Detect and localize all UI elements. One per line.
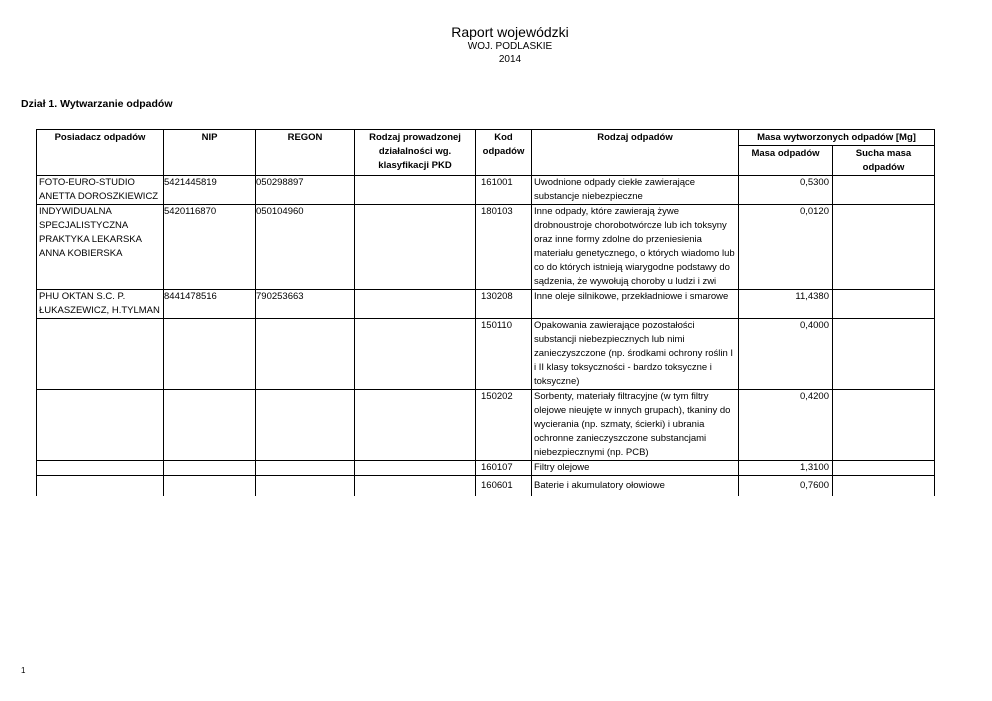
cell-activity: [355, 205, 476, 290]
cell-code: 160601: [476, 476, 532, 497]
cell-activity: [355, 390, 476, 461]
cell-regon: [256, 476, 355, 497]
cell-code: 161001: [476, 176, 532, 205]
report-region: WOJ. PODLASKIE: [467, 41, 553, 52]
cell-holder: INDYWIDUALNA SPECJALISTYCZNA PRAKTYKA LEKARSKA ANNA KOBIERSKA: [37, 205, 164, 290]
cell-waste-type: Baterie i akumulatory ołowiowe: [532, 476, 739, 497]
cell-nip: [164, 461, 256, 476]
cell-mass: 0,0120: [739, 205, 833, 290]
cell-dry-mass: [833, 461, 935, 476]
header-code: Kod odpadów: [476, 130, 532, 176]
cell-mass: 0,7600: [739, 476, 833, 497]
cell-waste-type: Inne oleje silnikowe, przekładniowe i smarowe: [532, 290, 739, 319]
table-row: [37, 319, 935, 390]
report-year: 2014: [498, 54, 522, 65]
header-nip: NIP: [164, 130, 256, 176]
cell-waste-type: Inne odpady, które zawierają żywe drobnoustroje chorobotwórcze lub ich toksyny oraz inne formy zdolne do przeniesienia materiału genetycznego, o których wiadomo lub co do których istnieją wiarygodne podstawy do sądzenia, że wywołują choroby u ludzi i zwi: [532, 205, 739, 290]
cell-activity: [355, 176, 476, 205]
cell-activity: [355, 319, 476, 390]
cell-mass: 0,5300: [739, 176, 833, 205]
cell-holder: [37, 461, 164, 476]
cell-nip: 5421445819: [164, 176, 256, 205]
header-waste-type: Rodzaj odpadów: [532, 130, 739, 176]
header-regon: REGON: [256, 130, 355, 176]
cell-activity: [355, 461, 476, 476]
table-row: [37, 476, 935, 497]
cell-nip: 8441478516: [164, 290, 256, 319]
cell-code: 150110: [476, 319, 532, 390]
cell-mass: 0,4000: [739, 319, 833, 390]
waste-table: [36, 129, 935, 496]
page-number: 1: [21, 666, 26, 675]
cell-dry-mass: [833, 290, 935, 319]
cell-holder: FOTO-EURO-STUDIO ANETTA DOROSZKIEWICZ: [37, 176, 164, 205]
cell-mass: 11,4380: [739, 290, 833, 319]
cell-waste-type: Filtry olejowe: [532, 461, 739, 476]
cell-mass: 1,3100: [739, 461, 833, 476]
table-row: [37, 461, 935, 476]
table-row: [37, 290, 935, 319]
cell-regon: [256, 390, 355, 461]
cell-holder: [37, 476, 164, 497]
cell-regon: 050298897: [256, 176, 355, 205]
cell-waste-type: Opakowania zawierające pozostałości substancji niebezpiecznych lub nimi zanieczyszczone (np. środkami ochrony roślin I i II klasy toksyczności - bardzo toksyczne i toksyczne): [532, 319, 739, 390]
table-row: [37, 390, 935, 461]
header-mass: Masa odpadów: [739, 146, 833, 176]
section-title: Dział 1. Wytwarzanie odpadów: [21, 98, 173, 110]
cell-holder: [37, 319, 164, 390]
cell-dry-mass: [833, 319, 935, 390]
header-dry-mass: Sucha masa odpadów: [833, 146, 935, 176]
cell-dry-mass: [833, 390, 935, 461]
cell-code: 150202: [476, 390, 532, 461]
cell-dry-mass: [833, 476, 935, 497]
header-activity: Rodzaj prowadzonej działalności wg. klasyfikacji PKD: [355, 130, 476, 176]
cell-code: 180103: [476, 205, 532, 290]
cell-nip: [164, 319, 256, 390]
cell-regon: [256, 319, 355, 390]
cell-nip: [164, 390, 256, 461]
cell-dry-mass: [833, 176, 935, 205]
cell-code: 160107: [476, 461, 532, 476]
cell-holder: [37, 390, 164, 461]
report-header: [0, 24, 992, 66]
cell-activity: [355, 290, 476, 319]
cell-holder: PHU OKTAN S.C. P. ŁUKASZEWICZ, H.TYLMAN: [37, 290, 164, 319]
table-row: [37, 205, 935, 290]
cell-nip: 5420116870: [164, 205, 256, 290]
header-holder: Posiadacz odpadów: [37, 130, 164, 176]
cell-code: 130208: [476, 290, 532, 319]
header-mass-group: Masa wytworzonych odpadów [Mg]: [739, 130, 935, 146]
cell-regon: [256, 461, 355, 476]
cell-regon: 790253663: [256, 290, 355, 319]
cell-regon: 050104960: [256, 205, 355, 290]
cell-activity: [355, 476, 476, 497]
cell-waste-type: Uwodnione odpady ciekłe zawierające substancje niebezpieczne: [532, 176, 739, 205]
cell-waste-type: Sorbenty, materiały filtracyjne (w tym filtry olejowe nieujęte w innych grupach), tkaniny do wycierania (np. szmaty, ścierki) i ubrania ochronne zanieczyszczone substancjami niebezpiecznymi (np. PCB): [532, 390, 739, 461]
cell-mass: 0,4200: [739, 390, 833, 461]
cell-nip: [164, 476, 256, 497]
cell-dry-mass: [833, 205, 935, 290]
table-row: [37, 176, 935, 205]
report-title: Raport wojewódzki: [451, 24, 569, 40]
